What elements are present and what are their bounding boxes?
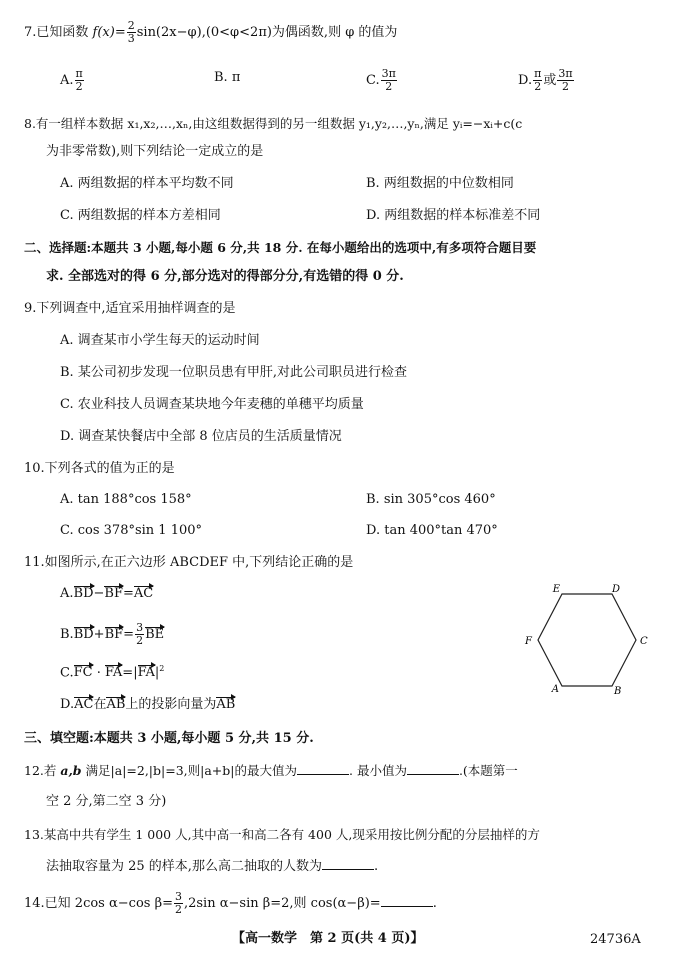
q11-option-b-label: B. [60,627,74,642]
q14-num: 3 [174,890,182,903]
q11-option-c [60,660,164,682]
fraction-num: 3 [136,621,144,634]
q13-answer-blank[interactable] [322,857,374,870]
q7-condition: ,(0<φ<2π)为偶函数,则 φ 的值为 [201,25,398,40]
hexagon-label-f: F [525,636,532,647]
hexagon-label-c: C [640,636,648,647]
q10-option-c: C. cos 378°sin 1 100° [60,523,203,538]
abs-open: | [133,665,138,681]
q14-stem [24,891,437,916]
plus-sign: + [93,627,105,642]
q11-stem: 11.如图所示,在正六边形 ABCDEF 中,下列结论正确的是 [24,555,354,570]
vector-ac: AC [133,586,154,601]
hexagon-label-e: E [552,584,560,595]
q10-option-d: D. tan 400°tan 470° [366,523,498,538]
q7-function: f(x)= [92,25,126,40]
section2-heading-line1: 二、选择题:本题共 3 小题,每小题 6 分,共 18 分. 在每小题给出的选项中,有多项符合题目要 [24,240,537,255]
vector-fa: FA [105,665,123,681]
q12-answer-blank-1[interactable] [297,762,349,775]
q12-part4: .(本题第一 [458,763,518,778]
q13-line2-end: . [373,859,379,874]
section3-heading: 三、填空题:本题共 3 小题,每小题 5 分,共 15 分. [24,731,314,746]
q11-option-c-label: C. [60,665,74,681]
vector-fa: FA [137,665,155,681]
q10-option-b: B. sin 305°cos 460° [366,492,496,507]
q7-option-c-fraction [381,68,397,93]
square-exponent: 2 [159,664,165,673]
q11-option-d-projection-text: 上的投影向量为 [125,697,217,712]
q14-fraction [174,891,183,916]
equals-sign: = [123,586,134,601]
q7-option-a [60,68,85,93]
q14-den: 2 [174,903,182,916]
q7-option-d [518,68,575,93]
q7-option-d-num2: 3π [558,67,573,80]
q7-option-d-fraction-2 [557,68,573,93]
hexagon-shape [538,594,636,686]
q12-vectors: a,b [60,763,82,778]
q7-coef-num: 2 [127,19,135,32]
dot-product-sign: · [92,665,105,681]
q11-option-a [60,585,153,603]
q11-option-b [60,622,164,647]
q11-option-d-zai: 在 [93,697,107,712]
q7-option-d-or: 或 [543,73,557,88]
q7-coef-den: 3 [127,32,135,45]
q7-option-a-den: 2 [75,80,83,93]
q12-answer-blank-2[interactable] [407,762,459,775]
q9-option-d: D. 调查某快餐店中全部 8 位店员的生活质量情况 [60,429,342,444]
q7-option-a-num: π [75,67,83,80]
q8-option-c: C. 两组数据的样本方差相同 [60,208,221,223]
hexagon-label-d: D [612,584,621,595]
q12-part3: . 最小值为 [349,763,407,778]
q12-part1: 12.若 [24,763,61,778]
q14-end: . [432,896,437,911]
q7-option-a-fraction [75,68,84,93]
q7-option-d-den1: 2 [534,80,542,93]
q7-stem [24,20,397,45]
q7-option-c-den: 2 [385,80,393,93]
fraction-den: 2 [136,634,144,647]
vector-bd: BD [73,627,94,642]
q7-option-a-label: A. [60,73,74,88]
q7-stem-prefix: 7.已知函数 [24,25,89,40]
q14-answer-blank[interactable] [381,894,433,907]
vector-ab: AB [106,697,126,712]
q7-option-d-num1: π [534,67,542,80]
q13-stem-line1: 13.某高中共有学生 1 000 人,其中高一和高二各有 400 人,现采用按比例分配的分层抽样的方 [24,827,540,842]
hexagon-label-a: A [551,684,559,695]
q11-option-d-label: D. [60,697,75,712]
q10-option-a: A. tan 188°cos 158° [60,492,192,507]
q11-option-a-label: A. [60,586,74,601]
vector-ab: AB [216,697,236,712]
vector-ac: AC [74,697,94,712]
q7-coef-fraction [127,20,136,45]
minus-sign: − [93,586,105,601]
equals-sign: = [123,627,135,642]
page-footer-code: 24736A [590,932,641,947]
hexagon-figure [516,582,658,702]
vector-bf: BF [104,627,124,642]
q9-stem: 9.下列调查中,适宜采用抽样调查的是 [24,301,236,316]
q8-stem-line2: 为非零常数),则下列结论一定成立的是 [46,144,264,159]
section2-heading-line2: 求. 全部选对的得 6 分,部分选对的得部分分,有选错的得 0 分. [46,269,404,284]
q13-stem-line2 [46,857,378,876]
vector-bd: BD [73,586,94,601]
page-footer-title: 【高一数学 第 2 页(共 4 页)】 [232,931,424,946]
q7-option-d-label: D. [518,73,533,88]
q8-option-a: A. 两组数据的样本平均数不同 [60,176,234,191]
q14-pre: 14.已知 2cos α−cos β= [24,896,173,911]
equals-sign: = [122,665,134,681]
q7-option-c-num: 3π [381,67,396,80]
q8-stem-line1: 8.有一组样本数据 x₁,x₂,…,xₙ,由这组数据得到的另一组数据 y₁,y₂,…,yₙ,满足 yᵢ=−xᵢ+c(c [24,116,523,131]
q8-option-d: D. 两组数据的样本标准差不同 [366,208,541,223]
vector-bf: BF [104,586,123,601]
q14-post: ,2sin α−sin β=2,则 cos(α−β)= [183,896,381,911]
q7-option-c-label: C. [366,73,380,88]
q8-option-b: B. 两组数据的中位数相同 [366,176,514,191]
q11-option-d [60,696,235,714]
q10-stem: 10.下列各式的值为正的是 [24,461,175,476]
q7-option-d-den2: 2 [561,80,569,93]
q11-option-b-fraction [135,622,144,647]
q7-function-body: sin(2x−φ) [136,25,202,40]
hexagon-label-b: B [614,686,622,697]
q9-option-b: B. 某公司初步发现一位职员患有甲肝,对此公司职员进行检查 [60,365,407,380]
vector-be: BE [145,627,165,642]
q7-option-d-fraction-1 [533,68,542,93]
q12-stem-line2: 空 2 分,第二空 3 分) [46,794,167,809]
q7-option-b: B. π [214,70,241,85]
q9-option-c: C. 农业科技人员调查某块地今年麦穗的单穗平均质量 [60,397,364,412]
vector-fc: FC [73,665,93,681]
q9-option-a: A. 调查某市小学生每天的运动时间 [60,333,260,348]
q12-part2: 满足|a|=2,|b|=3,则|a+b|的最大值为 [81,763,297,778]
q7-option-c [366,68,398,93]
q12-stem-line1 [24,762,518,780]
abs-close: | [154,665,160,681]
q13-line2-text: 法抽取容量为 25 的样本,那么高二抽取的人数为 [46,859,322,874]
